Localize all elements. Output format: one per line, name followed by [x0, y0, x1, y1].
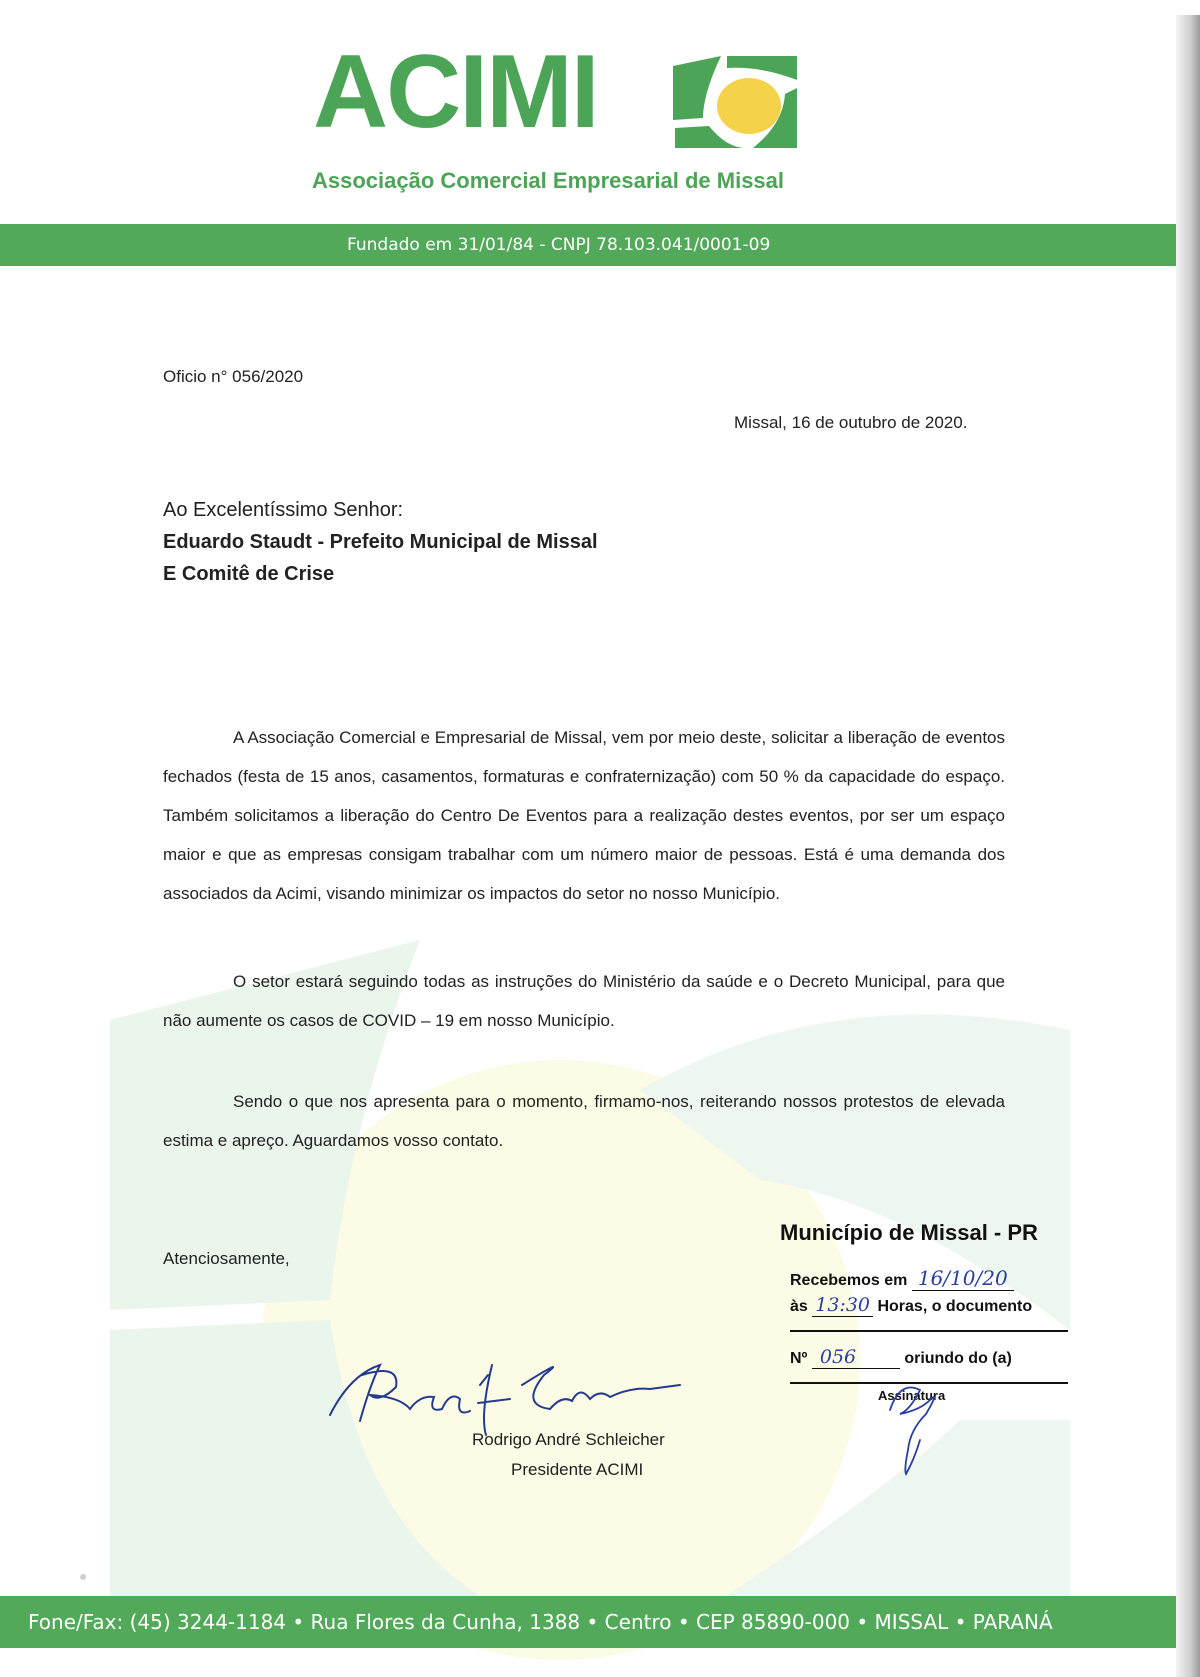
footer-band [0, 1596, 1176, 1648]
stamp-time-row [790, 1294, 1032, 1316]
place-date: Missal, 16 de outubro de 2020. [734, 413, 968, 432]
stamp-number: 056 [812, 1346, 900, 1369]
stamp-received-row [790, 1266, 1014, 1290]
closing: Atenciosamente, [163, 1249, 290, 1268]
scan-speck [80, 1574, 86, 1580]
stamp-signature-label: Assinatura [878, 1388, 946, 1403]
stamp-title: Município de Missal - PR [780, 1220, 1038, 1245]
signer-name: Rodrigo André Schleicher [472, 1430, 665, 1449]
body-paragraph: Sendo o que nos apresenta para o momento, firmamo-nos, reiterando nossos protestos de elevada estima e apreço. Aguardamos vosso contato. [163, 1092, 1005, 1150]
logo-swirl-icon [669, 54, 801, 150]
organization-name: Associação Comercial Empresarial de Missal [312, 168, 785, 193]
handwritten-signature [310, 1325, 690, 1445]
stamp-number-row [790, 1346, 1012, 1369]
salutation: Ao Excelentíssimo Senhor: [163, 499, 404, 521]
stamp-divider [790, 1330, 1068, 1332]
body-paragraph: A Associação Comercial e Empresarial de Missal, vem por meio deste, solicitar a liberação de eventos fechados (festa de 15 anos, casamentos, formaturas e confraternização) com 50 % da capacidade do espaço. Também solicitamos a liberação do Centro De Eventos para a realização destes eventos, por ser um espaço maior e que as empresas consigam trabalhar com um número maior de pessoas. Está é uma demanda dos associados da Acimi, visando minimizar os impactos do setor no nosso Município. [163, 728, 1005, 903]
logo-wordmark: ACIMI [313, 34, 598, 150]
stamp-time: 13:30 [812, 1294, 873, 1317]
addressee-line: Eduardo Staudt - Prefeito Municipal de Missal [163, 531, 598, 553]
stamp-received-label: Recebemos em [790, 1272, 908, 1289]
acimi-logo [312, 34, 843, 200]
stamp-origin-label: oriundo do (a) [904, 1350, 1012, 1367]
signer-title: Presidente ACIMI [511, 1460, 644, 1479]
stamp-number-label: Nº [790, 1350, 808, 1367]
founding-line: Fundado em 31/01/84 - CNPJ 78.103.041/0001-09 [347, 235, 771, 255]
stamp-received-date: 16/10/20 [912, 1266, 1014, 1291]
header-band [0, 224, 1176, 266]
stamp-handwritten-initials [870, 1370, 960, 1480]
stamp-at-label: às [790, 1298, 808, 1315]
footer-contact-line: Fone/Fax: (45) 3244-1184 • Rua Flores da Cunha, 1388 • Centro • CEP 85890-000 • MISSAL • PARANÁ [28, 1610, 1053, 1634]
body-paragraph: O setor estará seguindo todas as instruções do Ministério da saúde e o Decreto Municipal, para que não aumente os casos de COVID – 19 em nosso Município. [163, 972, 1005, 1030]
letter-reference: Oficio n° 056/2020 [163, 367, 304, 386]
addressee-line: E Comitê de Crise [163, 563, 335, 585]
stamp-hours-label: Horas, o documento [877, 1298, 1033, 1315]
